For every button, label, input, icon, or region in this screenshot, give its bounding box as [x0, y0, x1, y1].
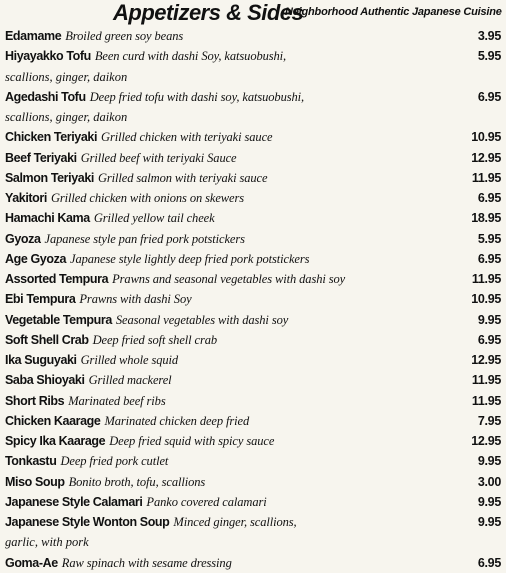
menu-item-price: 18.95 [471, 211, 501, 226]
menu-item-price: 6.95 [477, 332, 501, 347]
menu-item-line [5, 370, 501, 390]
restaurant-tagline: Neighborhood Authentic Japanese Cuisine [285, 6, 502, 18]
menu-item-line [5, 289, 501, 309]
menu-item-description: Been curd with dashi Soy, katsuobushi, [94, 49, 287, 64]
menu-item-name: Spicy Ika Kaarage [5, 434, 106, 448]
menu-item-description: Grilled mackerel [88, 373, 172, 388]
menu-item-description-continued: garlic, with pork [5, 535, 89, 550]
menu-item-name: Goma-Ae [5, 555, 58, 570]
menu-item-line [5, 492, 501, 512]
menu-item-description: Grilled salmon with teriyaki sauce [97, 170, 268, 185]
menu-item-description: Marinated chicken deep fried [104, 413, 250, 428]
menu-item-line [5, 269, 501, 289]
menu-item-description: Grilled chicken with teriyaki sauce [101, 130, 273, 145]
menu-item [5, 249, 501, 269]
menu-item-price: 6.95 [477, 251, 501, 266]
menu-item-name: Yakitori [5, 191, 47, 205]
menu-item-price: 11.95 [471, 272, 501, 286]
menu-item-description: Broiled green soy beans [65, 29, 184, 43]
menu-item-line [5, 168, 501, 188]
menu-item [5, 431, 501, 451]
menu-item-description: Marinated beef ribs [68, 393, 166, 408]
menu-item-description-continued: scallions, ginger, daikon [5, 69, 128, 84]
section-title: Appetizers & Sides [113, 0, 304, 25]
menu-item-name: Salmon Teriyaki [5, 170, 94, 185]
menu-item-description: Panko covered calamari [146, 494, 267, 509]
menu-item-name: Japanese Style Wonton Soup [5, 515, 170, 529]
menu-item-line [5, 310, 501, 330]
menu-item-name: Vegetable Tempura [5, 312, 112, 327]
menu-header [0, 0, 506, 26]
menu-item [5, 269, 501, 289]
menu-item-price: 6.95 [477, 555, 501, 570]
menu-item [5, 451, 501, 471]
menu-item-line [5, 127, 501, 147]
menu-item-name: Chicken Kaarage [5, 413, 101, 428]
menu-item-line [5, 249, 501, 269]
menu-item-description: Deep fried tofu with dashi soy, katsuobushi, [89, 89, 305, 104]
menu-item [5, 391, 501, 411]
menu-item [5, 310, 501, 330]
menu-item-price: 12.95 [471, 353, 501, 367]
menu-item [5, 370, 501, 390]
menu-item-description: Grilled beef with teriyaki Sauce [80, 150, 237, 165]
menu-item-description: Grilled chicken with onions on skewers [50, 191, 245, 205]
menu-item-line [5, 26, 501, 46]
menu-item-description: Prawns and seasonal vegetables with dashi soy [112, 272, 346, 286]
menu-item-list [5, 26, 501, 573]
menu-item-description: Prawns with dashi Soy [79, 292, 192, 307]
menu-item [5, 411, 501, 431]
menu-item-line [5, 411, 501, 431]
menu-item-price: 6.95 [477, 191, 501, 205]
menu-item-line [5, 208, 501, 228]
menu-item [5, 553, 501, 573]
menu-item-price: 9.95 [477, 312, 501, 327]
menu-item [5, 148, 501, 168]
menu-item-name: Tonkastu [5, 454, 57, 469]
menu-item-name: Chicken Teriyaki [5, 130, 98, 145]
menu-item-name: Edamame [5, 29, 62, 43]
menu-item-description: Grilled yellow tail cheek [93, 211, 215, 226]
menu-item-line [5, 188, 501, 208]
menu-item-price: 3.95 [477, 29, 501, 43]
menu-item [5, 208, 501, 228]
menu-item-price: 6.95 [477, 89, 501, 104]
menu-item-price: 7.95 [477, 413, 501, 428]
menu-item [5, 492, 501, 512]
menu-item-line [5, 148, 501, 168]
menu-item-name: Agedashi Tofu [5, 89, 86, 104]
menu-item [5, 472, 501, 492]
menu-item-description: Raw spinach with sesame dressing [61, 555, 232, 570]
menu-item-price: 10.95 [471, 292, 501, 307]
menu-item-price: 11.95 [471, 393, 501, 408]
menu-item-line [5, 107, 501, 127]
menu-item-line [5, 553, 501, 573]
menu-item-price: 9.95 [477, 454, 501, 469]
menu-item-description: Deep fried soft shell crab [92, 332, 218, 347]
menu-item-name: Hamachi Kama [5, 211, 90, 226]
menu-item-line [5, 431, 501, 451]
menu-item-price: 5.95 [477, 49, 501, 64]
menu-item [5, 26, 501, 46]
menu-item-description: Japanese style lightly deep fried pork potstickers [70, 251, 310, 266]
menu-item [5, 127, 501, 147]
menu-item-name: Assorted Tempura [5, 272, 109, 286]
menu-item-line [5, 512, 501, 532]
menu-item-description: Deep fried pork cutlet [60, 454, 169, 469]
menu-item [5, 229, 501, 249]
menu-item-price: 3.00 [477, 474, 501, 489]
menu-item-price: 9.95 [477, 494, 501, 509]
menu-item-description: Grilled whole squid [80, 353, 179, 367]
menu-item-name: Short Ribs [5, 393, 65, 408]
menu-item-name: Japanese Style Calamari [5, 494, 143, 509]
menu-item-name: Miso Soup [5, 474, 65, 489]
menu-item-description: Japanese style pan fried pork potstickers [44, 231, 245, 246]
menu-item-name: Ebi Tempura [5, 292, 76, 307]
menu-item-line [5, 67, 501, 87]
menu-item-line [5, 229, 501, 249]
menu-item-name: Age Gyoza [5, 251, 66, 266]
menu-item-line [5, 330, 501, 350]
menu-item-price: 11.95 [471, 373, 501, 388]
menu-item [5, 168, 501, 188]
menu-item-description: Minced ginger, scallions, [173, 515, 297, 529]
menu-item-line [5, 532, 501, 552]
menu-item-name: Soft Shell Crab [5, 332, 89, 347]
menu-item-description: Deep fried squid with spicy sauce [109, 434, 275, 448]
menu-item-description-continued: scallions, ginger, daikon [5, 110, 128, 124]
menu-item-price: 9.95 [477, 515, 501, 529]
menu-item-line [5, 87, 501, 107]
menu-item-name: Ika Suguyaki [5, 353, 77, 367]
menu-item-name: Saba Shioyaki [5, 373, 85, 388]
menu-item-line [5, 391, 501, 411]
menu-item [5, 289, 501, 309]
menu-item-name: Gyoza [5, 231, 41, 246]
menu-item-line [5, 350, 501, 370]
menu-item-price: 11.95 [471, 170, 501, 185]
menu-item [5, 46, 501, 87]
menu-item-price: 10.95 [471, 130, 501, 145]
menu-item-name: Hiyayakko Tofu [5, 49, 91, 64]
menu-item [5, 330, 501, 350]
menu-item-description: Seasonal vegetables with dashi soy [115, 312, 289, 327]
menu-item [5, 350, 501, 370]
menu-item-line [5, 46, 501, 66]
menu-item-price: 5.95 [477, 231, 501, 246]
menu-item [5, 87, 501, 128]
menu-item [5, 512, 501, 553]
menu-item-price: 12.95 [471, 150, 501, 165]
menu-item-price: 12.95 [471, 434, 501, 448]
menu-item-line [5, 472, 501, 492]
menu-item-line [5, 451, 501, 471]
menu-item-name: Beef Teriyaki [5, 150, 77, 165]
menu-item [5, 188, 501, 208]
menu-item-description: Bonito broth, tofu, scallions [68, 474, 206, 489]
